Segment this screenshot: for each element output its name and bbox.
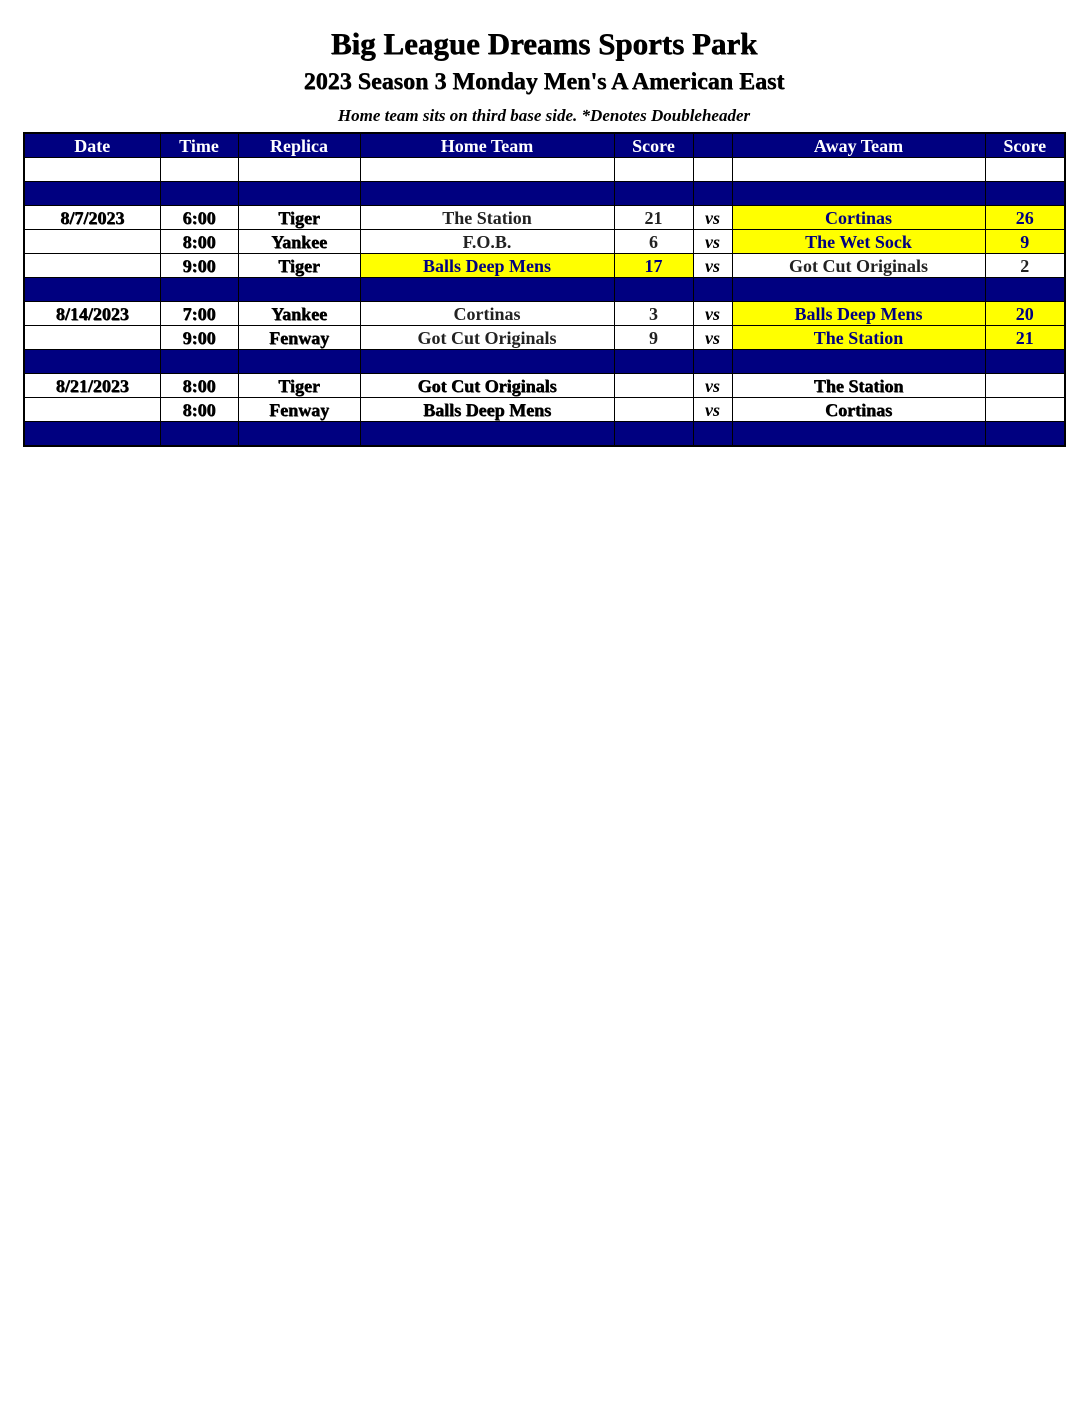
vs-label: vs: [693, 206, 732, 230]
game-replica: Fenway: [238, 398, 360, 422]
game-row: [24, 254, 1065, 278]
game-date: [24, 254, 160, 278]
col-header-replica: Replica: [238, 133, 360, 158]
game-date: 8/21/2023: [24, 374, 160, 398]
away-score: 21: [985, 326, 1065, 350]
vs-label: vs: [693, 302, 732, 326]
away-score: 20: [985, 302, 1065, 326]
game-time: 8:00: [160, 398, 238, 422]
separator-row: [24, 278, 1065, 302]
away-score: 2: [985, 254, 1065, 278]
col-header-vs: [693, 133, 732, 158]
home-team: Got Cut Originals: [360, 326, 614, 350]
blank-row: [24, 158, 1065, 182]
home-score: 21: [614, 206, 693, 230]
away-team: Balls Deep Mens: [732, 302, 985, 326]
home-score: 17: [614, 254, 693, 278]
col-header-date: Date: [24, 133, 160, 158]
col-header-home-team: Home Team: [360, 133, 614, 158]
game-row: [24, 326, 1065, 350]
home-team: Balls Deep Mens: [360, 254, 614, 278]
game-row: [24, 230, 1065, 254]
home-team: Cortinas: [360, 302, 614, 326]
away-team: The Station: [732, 326, 985, 350]
game-replica: Yankee: [238, 230, 360, 254]
game-replica: Tiger: [238, 254, 360, 278]
away-team: The Wet Sock: [732, 230, 985, 254]
game-row: [24, 374, 1065, 398]
away-team: Cortinas: [732, 398, 985, 422]
separator-row: [24, 422, 1065, 447]
vs-label: vs: [693, 230, 732, 254]
vs-label: vs: [693, 254, 732, 278]
separator-row: [24, 350, 1065, 374]
game-time: 8:00: [160, 374, 238, 398]
col-header-away-score: Score: [985, 133, 1065, 158]
game-row: [24, 398, 1065, 422]
page-subtitle: 2023 Season 3 Monday Men's A American East: [303, 69, 785, 95]
home-score: [614, 374, 693, 398]
home-team: F.O.B.: [360, 230, 614, 254]
home-score: [614, 398, 693, 422]
away-score: [985, 398, 1065, 422]
header-row: [24, 133, 1065, 158]
home-score: 3: [614, 302, 693, 326]
game-time: 9:00: [160, 326, 238, 350]
vs-label: vs: [693, 398, 732, 422]
schedule-table: [23, 132, 1066, 447]
separator-row: [24, 182, 1065, 206]
col-header-home-score: Score: [614, 133, 693, 158]
game-replica: Yankee: [238, 302, 360, 326]
game-time: 7:00: [160, 302, 238, 326]
schedule-note: Home team sits on third base side. *Denotes Doubleheader: [337, 106, 751, 125]
game-row: [24, 302, 1065, 326]
game-date: [24, 230, 160, 254]
home-score: 9: [614, 326, 693, 350]
away-team: Cortinas: [732, 206, 985, 230]
page-title: Big League Dreams Sports Park: [330, 26, 758, 61]
vs-label: vs: [693, 326, 732, 350]
away-score: 9: [985, 230, 1065, 254]
game-replica: Tiger: [238, 206, 360, 230]
home-score: 6: [614, 230, 693, 254]
col-header-away-team: Away Team: [732, 133, 985, 158]
away-score: [985, 374, 1065, 398]
away-team: Got Cut Originals: [732, 254, 985, 278]
away-score: 26: [985, 206, 1065, 230]
game-time: 9:00: [160, 254, 238, 278]
game-replica: Tiger: [238, 374, 360, 398]
game-date: [24, 326, 160, 350]
game-date: 8/7/2023: [24, 206, 160, 230]
game-time: 8:00: [160, 230, 238, 254]
home-team: Got Cut Originals: [360, 374, 614, 398]
game-date: [24, 398, 160, 422]
game-date: 8/14/2023: [24, 302, 160, 326]
away-team: The Station: [732, 374, 985, 398]
home-team: Balls Deep Mens: [360, 398, 614, 422]
game-replica: Fenway: [238, 326, 360, 350]
game-time: 6:00: [160, 206, 238, 230]
home-team: The Station: [360, 206, 614, 230]
game-row: [24, 206, 1065, 230]
vs-label: vs: [693, 374, 732, 398]
col-header-time: Time: [160, 133, 238, 158]
